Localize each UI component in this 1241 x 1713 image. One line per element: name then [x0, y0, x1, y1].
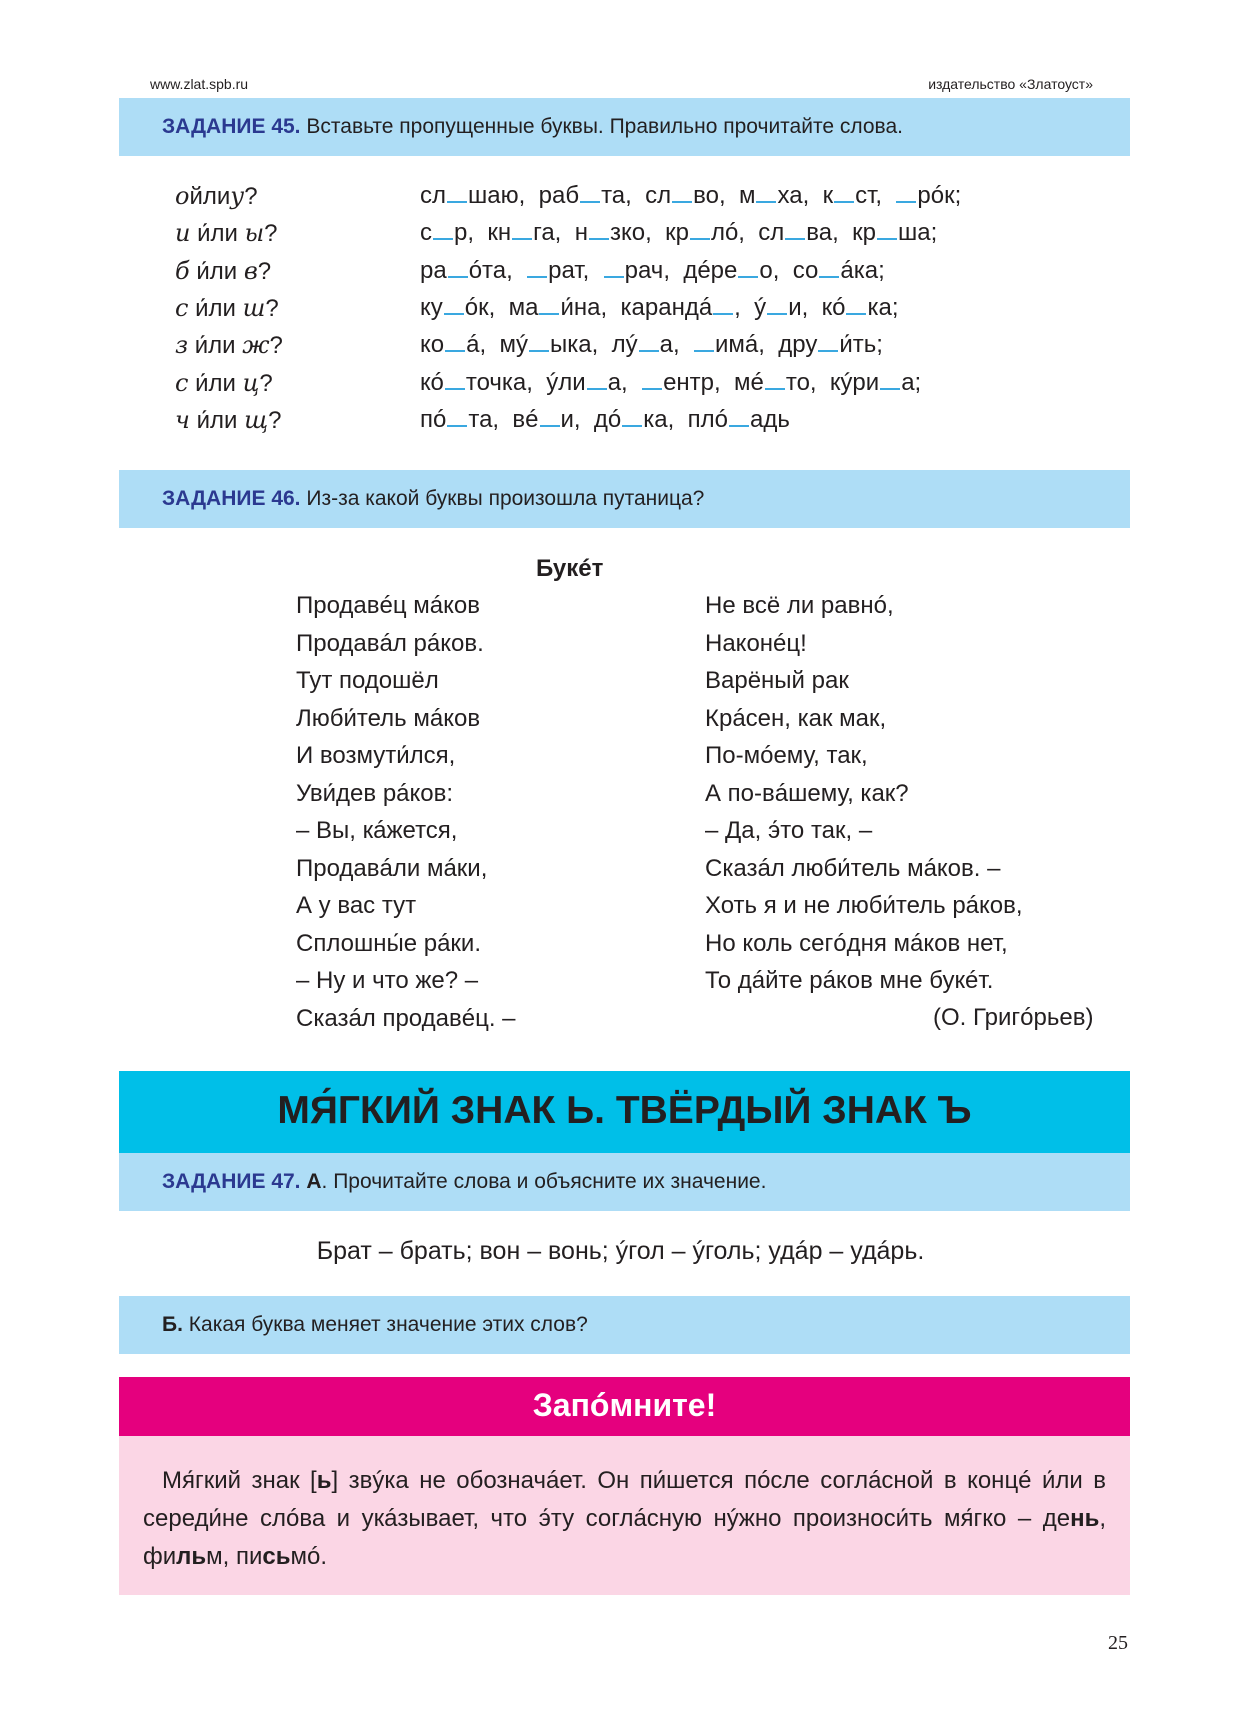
- word-fragment: ко: [420, 331, 445, 359]
- blank-gap[interactable]: [512, 237, 532, 240]
- words-with-gaps: [420, 294, 899, 322]
- blank-gap[interactable]: [846, 312, 866, 315]
- poem-line: – Ну и что же? –: [296, 967, 479, 994]
- section-title: МЯ́ГКИЙ ЗНАК Ь. ТВЁРДЫЙ ЗНАК Ъ: [277, 1089, 972, 1132]
- question-mark: ?: [244, 183, 258, 210]
- word-fragment: и́ть;: [839, 331, 883, 359]
- remember-text-part: ] звýка не обозначáет. Он пи́шется пóсле соглáсной в концé и́ли в середи́не слóва и укáзывает, что э́ту соглáсную нýжно произноси́ть мя́гко – де: [143, 1467, 1106, 1532]
- word-fragment: адь: [750, 405, 790, 433]
- words-with-gaps: [420, 406, 790, 434]
- poem-line: Продавáли мáки,: [296, 854, 488, 882]
- word-fragment: шаю, раб: [468, 182, 580, 209]
- task45-label: ЗАДАНИЕ 45.: [162, 115, 301, 138]
- blank-gap[interactable]: [818, 349, 838, 352]
- word-fragment: áка;: [840, 256, 885, 284]
- word-fragment: ентр, мé: [663, 368, 764, 396]
- blank-gap[interactable]: [877, 237, 897, 240]
- poem-line: И возмути́лся,: [296, 742, 456, 769]
- blank-gap[interactable]: [765, 387, 785, 390]
- poem-line: А у вас тут: [296, 892, 417, 919]
- poem-line: Сплошны́е рáки.: [296, 929, 481, 957]
- word-fragment: р, кн: [454, 219, 512, 247]
- words-with-gaps: [420, 219, 937, 247]
- remember-title: Запóмните!: [532, 1387, 717, 1423]
- letter-option: о: [175, 182, 190, 210]
- letter-option: и: [175, 219, 191, 248]
- blank-gap[interactable]: [785, 237, 805, 240]
- poem-line: Сказáл продавéц. –: [296, 1004, 516, 1032]
- poem-line: Люби́тель мáков: [296, 704, 481, 732]
- poem-line: – Вы, кáжется,: [296, 817, 458, 844]
- question-mark: ?: [257, 257, 272, 285]
- remember-box: [119, 1436, 1130, 1595]
- blank-gap[interactable]: [819, 275, 839, 278]
- word-fragment: точка, ýли: [465, 368, 586, 396]
- question-mark: ?: [268, 406, 282, 434]
- word-fragment: рóк;: [917, 182, 962, 209]
- blank-gap[interactable]: [540, 424, 560, 427]
- word-fragment: о, со: [759, 256, 819, 284]
- or-word: и́ли: [188, 294, 243, 322]
- letter-option: ы: [244, 219, 265, 248]
- blank-gap[interactable]: [642, 387, 662, 390]
- or-word: и́ли: [189, 257, 244, 285]
- blank-gap[interactable]: [587, 387, 607, 390]
- blank-gap[interactable]: [639, 349, 659, 352]
- blank-gap[interactable]: [447, 200, 467, 203]
- letter-choice: [175, 369, 273, 398]
- poem-line: Крáсен, как мак,: [705, 704, 887, 732]
- word-fragment: рат,: [548, 256, 603, 284]
- words-with-gaps: [420, 257, 885, 285]
- word-fragment: ша;: [897, 219, 938, 247]
- or-word: и́ли: [188, 332, 243, 360]
- question-mark: ?: [269, 332, 283, 360]
- task46-text: Из-за какой буквы произошла путаница?: [306, 487, 705, 510]
- poem-column-1: [296, 587, 516, 1037]
- blank-gap[interactable]: [444, 312, 464, 315]
- remember-bold: сь: [262, 1543, 291, 1570]
- task45-exercise: [0, 182, 1241, 442]
- blank-gap[interactable]: [529, 349, 549, 352]
- blank-gap[interactable]: [729, 424, 749, 427]
- word-fragment: кó: [420, 368, 444, 396]
- blank-gap[interactable]: [527, 275, 547, 278]
- blank-gap[interactable]: [694, 349, 714, 352]
- word-fragment: сл: [420, 182, 447, 209]
- letter-option: ч: [175, 405, 190, 434]
- letter-choice: [175, 182, 258, 211]
- task47b-label: Б.: [162, 1313, 183, 1336]
- task47-bar: [119, 1153, 1130, 1211]
- letter-option: в: [243, 256, 258, 285]
- letter-choice: [175, 294, 279, 323]
- letter-option: з: [175, 331, 189, 360]
- word-fragment: и́на, карандá: [560, 293, 713, 321]
- poem-line: По-мóему, так,: [705, 742, 868, 769]
- word-fragment: а,: [607, 368, 642, 396]
- poem-author: (О. Григóрьев): [933, 1004, 1094, 1031]
- words-with-gaps: [420, 369, 921, 397]
- word-fragment: га, н: [533, 219, 588, 247]
- or-word: йли: [189, 183, 231, 210]
- word-fragment: ха, к: [777, 182, 834, 209]
- question-mark: ?: [264, 220, 278, 248]
- remember-header: [119, 1377, 1130, 1436]
- poem-line: Хоть я и не люби́тель рáков,: [705, 892, 1023, 919]
- word-fragment: ст,: [855, 182, 896, 209]
- poem-line: А по-вáшему, как?: [705, 779, 909, 807]
- poem-line: Продавéц мáков: [296, 592, 480, 619]
- word-fragment: , ý: [734, 293, 767, 321]
- word-fragment: имá, дру: [714, 331, 818, 359]
- poem-line: Наконéц!: [705, 629, 807, 657]
- letter-option: б: [175, 256, 190, 285]
- remember-bold: ь: [316, 1467, 332, 1494]
- letter-option: ш: [242, 293, 266, 322]
- letter-option: ж: [242, 331, 270, 360]
- blank-gap[interactable]: [445, 387, 465, 390]
- or-word: и́ли: [190, 220, 245, 248]
- question-mark: ?: [265, 294, 279, 322]
- blank-gap[interactable]: [767, 312, 787, 315]
- remember-text-part: , фи: [143, 1505, 1106, 1570]
- blank-gap[interactable]: [445, 349, 465, 352]
- poem-line: Но коль сегóдня мáков нет,: [705, 929, 1008, 957]
- poem-line: Сказáл люби́тель мáков. –: [705, 854, 1001, 882]
- task45-text: Вставьте пропущенные буквы. Правильно прочитайте слова.: [306, 115, 903, 138]
- publisher-name: издательство «Златоуст»: [928, 76, 1093, 92]
- word-fragment: зко, кр: [609, 219, 689, 247]
- task47b-text: Какая буква меняет значение этих слов?: [188, 1313, 588, 1336]
- task47-part-a: А: [306, 1170, 322, 1193]
- remember-text-part: мó.: [290, 1543, 328, 1570]
- section-header: [119, 1071, 1130, 1153]
- poem-title: Букéт: [536, 555, 604, 582]
- blank-gap[interactable]: [713, 312, 733, 315]
- task46-label: ЗАДАНИЕ 46.: [162, 487, 301, 510]
- word-fragment: ку: [420, 293, 443, 321]
- word-fragment: лó, сл: [710, 219, 785, 247]
- word-fragment: á, мý: [466, 331, 528, 359]
- letter-option: у: [230, 182, 245, 210]
- or-word: и́ли: [189, 406, 245, 434]
- letter-choice: [175, 219, 278, 248]
- word-fragment: óк, ма: [464, 293, 539, 321]
- word-fragment: и, дó: [560, 405, 622, 433]
- letter-option: ц: [242, 368, 260, 397]
- letter-choice: [175, 257, 271, 286]
- blank-gap[interactable]: [756, 200, 776, 203]
- poem-line: То дáйте рáков мне букéт.: [705, 967, 994, 994]
- blank-gap[interactable]: [896, 200, 916, 203]
- word-fragment: и, кó: [788, 293, 846, 321]
- site-url[interactable]: www.zlat.spb.ru: [150, 76, 249, 92]
- poem-line: – Да, э́то так, –: [705, 817, 873, 844]
- blank-gap[interactable]: [690, 237, 710, 240]
- letter-choice: [175, 406, 281, 435]
- blank-gap[interactable]: [738, 275, 758, 278]
- blank-gap[interactable]: [433, 237, 453, 240]
- word-fragment: то, кýри: [785, 368, 880, 396]
- blank-gap[interactable]: [448, 275, 468, 278]
- word-fragment: с: [420, 219, 432, 247]
- blank-gap[interactable]: [622, 424, 642, 427]
- word-fragment: ва, кр: [806, 219, 876, 247]
- word-fragment: та, вé: [468, 405, 539, 433]
- blank-gap[interactable]: [447, 424, 467, 427]
- blank-gap[interactable]: [604, 275, 624, 278]
- remember-text: [143, 1462, 1106, 1576]
- word-fragment: ка;: [867, 293, 899, 321]
- task47-label: ЗАДАНИЕ 47.: [162, 1170, 301, 1193]
- words-with-gaps: [420, 331, 883, 359]
- word-fragment: óта,: [468, 256, 527, 284]
- task47-text: . Прочитайте слова и объясните их значение.: [321, 1170, 767, 1193]
- task47b-bar: [119, 1296, 1130, 1354]
- word-fragment: та, сл: [601, 182, 672, 209]
- word-fragment: а;: [901, 368, 922, 396]
- page-number: 25: [1108, 1632, 1128, 1654]
- blank-gap[interactable]: [589, 237, 609, 240]
- word-fragment: ыка, лý: [549, 331, 638, 359]
- word-fragment: ка, плó: [643, 405, 729, 433]
- or-word: и́ли: [188, 369, 243, 397]
- word-fragment: пó: [420, 405, 447, 433]
- task46-bar: [119, 470, 1130, 528]
- poem-column-2: [705, 587, 1023, 1000]
- letter-option: с: [175, 293, 189, 322]
- remember-text-part: Мя́гкий знак [: [162, 1467, 317, 1494]
- poem-line: Варёный рак: [705, 667, 849, 694]
- word-fragment: ра: [420, 256, 447, 284]
- word-fragment: рач, дéре: [624, 256, 738, 284]
- blank-gap[interactable]: [834, 200, 854, 203]
- poem-line: Уви́дев рáков:: [296, 779, 454, 807]
- question-mark: ?: [259, 369, 273, 397]
- poem-line: Тут подошёл: [296, 667, 439, 694]
- blank-gap[interactable]: [580, 200, 600, 203]
- remember-bold: ль: [176, 1543, 207, 1570]
- task47-words: Брат – брать; вон – вонь; ýгол – ýголь; удáр – удáрь.: [316, 1237, 925, 1265]
- blank-gap[interactable]: [672, 200, 692, 203]
- remember-bold: нь: [1070, 1505, 1100, 1532]
- blank-gap[interactable]: [880, 387, 900, 390]
- words-with-gaps: [420, 182, 961, 210]
- letter-choice: [175, 331, 283, 360]
- letter-option: щ: [244, 405, 269, 434]
- poem-line: Продавáл рáков.: [296, 629, 484, 657]
- word-fragment: а,: [659, 331, 693, 359]
- letter-option: с: [175, 368, 189, 397]
- poem-line: Не всё ли равнó,: [705, 592, 894, 619]
- blank-gap[interactable]: [539, 312, 559, 315]
- word-fragment: во, м: [693, 182, 756, 209]
- task45-bar: [119, 98, 1130, 156]
- remember-text-part: м, пи: [206, 1543, 263, 1570]
